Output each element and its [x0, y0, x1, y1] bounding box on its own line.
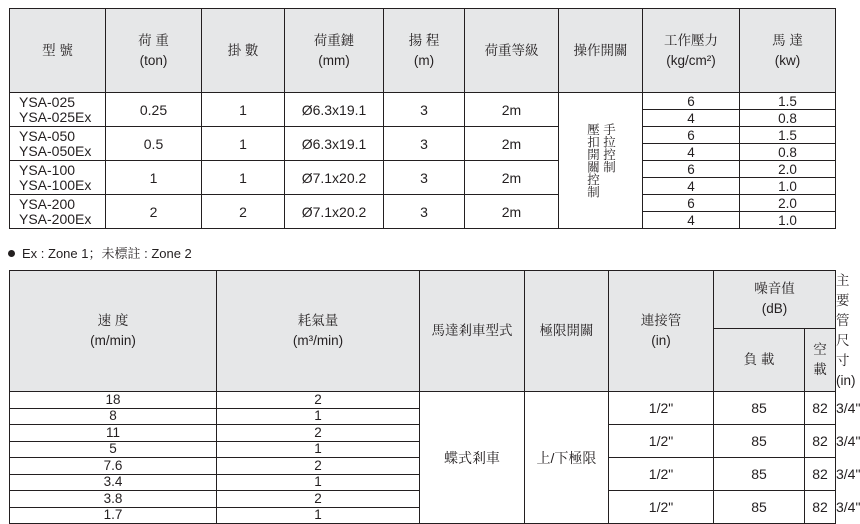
- chain-cell: Ø7.1x20.2: [285, 195, 384, 229]
- header-pipe: 連接管 (in): [609, 271, 714, 392]
- header-lift: 揚 程 (m): [384, 9, 465, 93]
- header-air: 耗氣量 (m³/min): [217, 271, 420, 392]
- table-row: 18 2 蝶式剎車 上/下極限 1/2" 85 82 3/4": [10, 392, 836, 409]
- speed-cell: 7.6: [10, 458, 217, 475]
- empty-cell: 82: [805, 425, 836, 458]
- air-cell: 2: [217, 425, 420, 442]
- speed-cell: 3.8: [10, 491, 217, 508]
- motor-cell: 1.5: [740, 93, 836, 110]
- load-cell: 1: [106, 161, 202, 195]
- brake-cell: 蝶式剎車: [420, 392, 525, 524]
- grade-cell: 2m: [465, 93, 559, 127]
- chain-cell: Ø7.1x20.2: [285, 161, 384, 195]
- speed-cell: 8: [10, 408, 217, 425]
- chain-cell: Ø6.3x19.1: [285, 93, 384, 127]
- note-text: Ex : Zone 1；未標註 : Zone 2: [22, 246, 192, 261]
- header-load: 荷 重 (ton): [106, 9, 202, 93]
- model-cell: YSA-050 YSA-050Ex: [10, 127, 106, 161]
- header-empty: 空 載: [805, 328, 836, 391]
- speed-cell: 3.4: [10, 474, 217, 491]
- empty-cell: 82: [805, 392, 836, 425]
- air-cell: 1: [217, 441, 420, 458]
- air-cell: 1: [217, 408, 420, 425]
- model-cell: YSA-100 YSA-100Ex: [10, 161, 106, 195]
- spec-table: [9, 8, 836, 229]
- motor-cell: 0.8: [740, 144, 836, 161]
- falls-cell: 1: [202, 127, 285, 161]
- table-row: [10, 161, 836, 178]
- table-row: [10, 93, 836, 110]
- pressure-cell: 4: [643, 212, 740, 229]
- motor-cell: 1.5: [740, 127, 836, 144]
- header-loaded: 負 載: [714, 328, 805, 391]
- operation-text-2: 壓扣開關控制: [585, 123, 600, 198]
- air-cell: 1: [217, 474, 420, 491]
- pressure-cell: 4: [643, 178, 740, 195]
- table-row: 11 2 1/2" 85 82 3/4": [10, 425, 836, 442]
- header-chain: 荷重鏈 (mm): [285, 9, 384, 93]
- table-row: 3.8 2 1/2" 85 82 3/4": [10, 491, 836, 508]
- model-cell: YSA-025 YSA-025Ex: [10, 93, 106, 127]
- motor-cell: 1.0: [740, 212, 836, 229]
- speed-cell: 1.7: [10, 507, 217, 524]
- lift-cell: 3: [384, 195, 465, 229]
- motor-cell: 2.0: [740, 195, 836, 212]
- pressure-cell: 6: [643, 127, 740, 144]
- falls-cell: 1: [202, 93, 285, 127]
- loaded-cell: 85: [714, 491, 805, 524]
- pipe-cell: 1/2": [609, 425, 714, 458]
- loaded-cell: 85: [714, 425, 805, 458]
- air-cell: 2: [217, 392, 420, 409]
- grade-cell: 2m: [465, 127, 559, 161]
- lift-cell: 3: [384, 161, 465, 195]
- speed-cell: 11: [10, 425, 217, 442]
- bullet-icon: [8, 250, 15, 257]
- header-speed: 速 度 (m/min): [10, 271, 217, 392]
- zone-note: [8, 243, 192, 262]
- table-row: 7.6 2 1/2" 85 82 3/4": [10, 458, 836, 475]
- table-row: [10, 195, 836, 212]
- loaded-cell: 85: [714, 458, 805, 491]
- grade-cell: 2m: [465, 161, 559, 195]
- header-load-grade: 荷重等級: [465, 9, 559, 93]
- header-brake: 馬達剎車型式: [420, 271, 525, 392]
- pressure-cell: 4: [643, 144, 740, 161]
- header-limit: 極限開關: [525, 271, 609, 392]
- falls-cell: 1: [202, 161, 285, 195]
- pipe-cell: 1/2": [609, 458, 714, 491]
- header-falls: 掛 數: [202, 9, 285, 93]
- performance-table: 速 度 (m/min) 耗氣量 (m³/min) 馬達剎車型式 極限開關 連接管 (in) 噪音值 (dB) 主要管尺寸 (in) 負 載 空 載 18 2 蝶式剎車 上/下極限 1/2" 85 82 3/4" 8 1 11 2 1/2" 85 82 3/4" 5 1 7.6 2 1/2" 85 82 3/4" 3.4 1 3.8 2 1/2" 85 82 3/4" 1.7 1: [9, 270, 836, 524]
- pressure-cell: 4: [643, 110, 740, 127]
- load-cell: 2: [106, 195, 202, 229]
- header-pressure: 工作壓力 (kg/cm²): [643, 9, 740, 93]
- speed-cell: 18: [10, 392, 217, 409]
- grade-cell: 2m: [465, 195, 559, 229]
- loaded-cell: 85: [714, 392, 805, 425]
- limit-cell: 上/下極限: [525, 392, 609, 524]
- pressure-cell: 6: [643, 195, 740, 212]
- falls-cell: 2: [202, 195, 285, 229]
- motor-cell: 0.8: [740, 110, 836, 127]
- empty-cell: 82: [805, 491, 836, 524]
- operation-cell: [559, 93, 643, 229]
- header-noise: 噪音值 (dB): [714, 271, 836, 329]
- table-row: [10, 127, 836, 144]
- pipe-cell: 1/2": [609, 491, 714, 524]
- air-cell: 2: [217, 458, 420, 475]
- lift-cell: 3: [384, 93, 465, 127]
- operation-text-1: 手拉控制: [601, 123, 616, 173]
- empty-cell: 82: [805, 458, 836, 491]
- model-cell: YSA-200 YSA-200Ex: [10, 195, 106, 229]
- pressure-cell: 6: [643, 161, 740, 178]
- chain-cell: Ø6.3x19.1: [285, 127, 384, 161]
- speed-cell: 5: [10, 441, 217, 458]
- header-operation: 操作開關: [559, 9, 643, 93]
- pipe-cell: 1/2": [609, 392, 714, 425]
- load-cell: 0.5: [106, 127, 202, 161]
- header-model: 型 號: [10, 9, 106, 93]
- air-cell: 1: [217, 507, 420, 524]
- motor-cell: 1.0: [740, 178, 836, 195]
- load-cell: 0.25: [106, 93, 202, 127]
- motor-cell: 2.0: [740, 161, 836, 178]
- lift-cell: 3: [384, 127, 465, 161]
- pressure-cell: 6: [643, 93, 740, 110]
- header-motor: 馬 達 (kw): [740, 9, 836, 93]
- air-cell: 2: [217, 491, 420, 508]
